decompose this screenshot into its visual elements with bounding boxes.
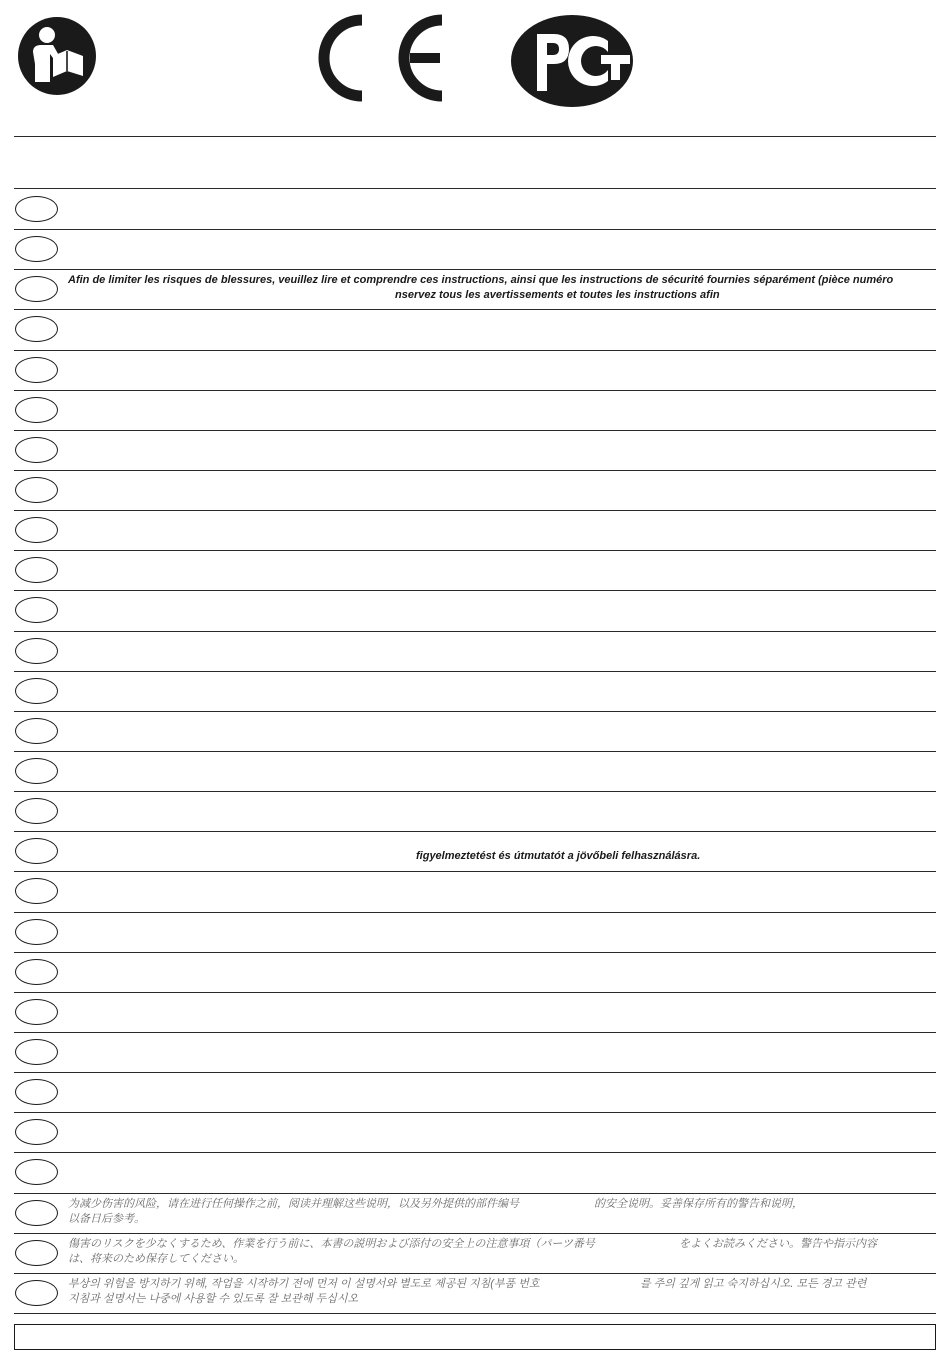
language-row [14,751,936,791]
language-code-oval [15,517,58,543]
language-code-oval [15,316,58,342]
row-divider [14,1233,936,1234]
row-divider [14,912,936,913]
language-row [14,831,936,871]
row-divider [14,871,936,872]
language-code-oval [15,1119,58,1145]
language-code-oval [15,1240,58,1266]
row-text-line: figyelmeztetést és útmutatót a jövőbeli felhasználásra. [416,850,701,863]
language-row [14,1193,936,1233]
language-code-oval [15,1039,58,1065]
language-code-oval [15,397,58,423]
row-divider [14,1193,936,1194]
language-code-oval [15,878,58,904]
language-code-oval [15,357,58,383]
language-code-oval [15,196,58,222]
language-row [14,189,936,229]
ce-mark-icon [316,12,450,104]
read-manual-icon [17,16,97,96]
language-code-oval [15,919,58,945]
row-divider [14,631,936,632]
row-divider [14,992,936,993]
language-row [14,711,936,751]
language-row [14,1032,936,1072]
row-text-extra: 的安全说明。妥善保存所有的警告和说明， [594,1197,803,1210]
language-code-oval [15,1280,58,1306]
footer-box [14,1324,936,1350]
language-code-oval [15,798,58,824]
row-divider [14,1152,936,1153]
row-divider [14,229,936,230]
row-divider [14,470,936,471]
language-code-oval [15,597,58,623]
language-row [14,550,936,590]
pct-certification-mark-icon [510,14,634,108]
row-text-line: 为减少伤害的风险，请在进行任何操作之前，阅读并理解这些说明，以及另外提供的部件编号 [68,1197,519,1210]
row-divider [14,350,936,351]
language-code-oval [15,678,58,704]
row-divider [14,952,936,953]
language-row [14,590,936,630]
language-row [14,1152,936,1192]
language-code-oval [15,557,58,583]
row-text-line: 지침과 설명서는 나중에 사용할 수 있도록 잘 보관해 두십시오 [68,1292,359,1305]
row-text-extra: をよくお読みください。警告や指示内容 [679,1237,877,1250]
language-row [14,671,936,711]
language-row [14,430,936,470]
row-divider [14,711,936,712]
row-text-extra: 를 주의 깊게 읽고 숙지하십시오. 모든 경고 관련 [640,1277,867,1290]
language-code-oval [15,959,58,985]
row-divider [14,751,936,752]
row-divider [14,1313,936,1314]
row-text-line: 以备日后参考。 [68,1212,145,1225]
language-code-oval [15,838,58,864]
row-divider [14,671,936,672]
language-code-oval [15,477,58,503]
language-code-oval [15,1079,58,1105]
language-code-oval [15,437,58,463]
row-divider [14,1072,936,1073]
row-divider [14,1273,936,1274]
language-code-oval [15,1159,58,1185]
language-row [14,1233,936,1273]
row-text-line: nservez tous les avertissements et toutes les instructions afin [395,289,720,302]
row-divider [14,136,936,137]
language-row [14,1273,936,1313]
language-row [14,992,936,1032]
row-text-line: 부상의 위험을 방지하기 위해, 작업을 시작하기 전에 먼저 이 설명서와 별도로 제공된 지침(부품 번호 [68,1277,540,1290]
row-divider [14,590,936,591]
language-row [14,510,936,550]
row-divider [14,188,936,189]
language-row [14,269,936,309]
language-row [14,309,936,349]
language-code-oval [15,236,58,262]
header-logos [0,0,950,130]
row-divider [14,430,936,431]
row-divider [14,269,936,270]
row-divider [14,1032,936,1033]
language-code-oval [15,638,58,664]
row-text-line: は、将来のため保存してください。 [68,1252,244,1265]
row-divider [14,309,936,310]
language-row [14,791,936,831]
language-code-oval [15,718,58,744]
language-row [14,229,936,269]
row-divider [14,550,936,551]
row-divider [14,1112,936,1113]
language-code-oval [15,999,58,1025]
row-divider [14,791,936,792]
language-row [14,350,936,390]
language-row [14,871,936,911]
language-row [14,390,936,430]
row-text-line: 傷害のリスクを少なくするため、作業を行う前に、本書の説明および添付の安全上の注意事項（パーツ番号 [68,1237,595,1250]
row-divider [14,831,936,832]
language-row [14,952,936,992]
language-row [14,631,936,671]
language-row [14,1112,936,1152]
language-row [14,912,936,952]
row-text [68,273,898,303]
row-divider [14,510,936,511]
row-text-line: Afin de limiter les risques de blessures, veuillez lire et comprendre ces instructions, ainsi que les instructions de sécurité fournies séparément (pièce numéro [68,274,894,287]
row-divider [14,390,936,391]
row-text [416,849,950,864]
language-row [14,470,936,510]
language-code-oval [15,758,58,784]
language-code-oval [15,276,58,302]
language-row [14,1072,936,1112]
language-code-oval [15,1200,58,1226]
